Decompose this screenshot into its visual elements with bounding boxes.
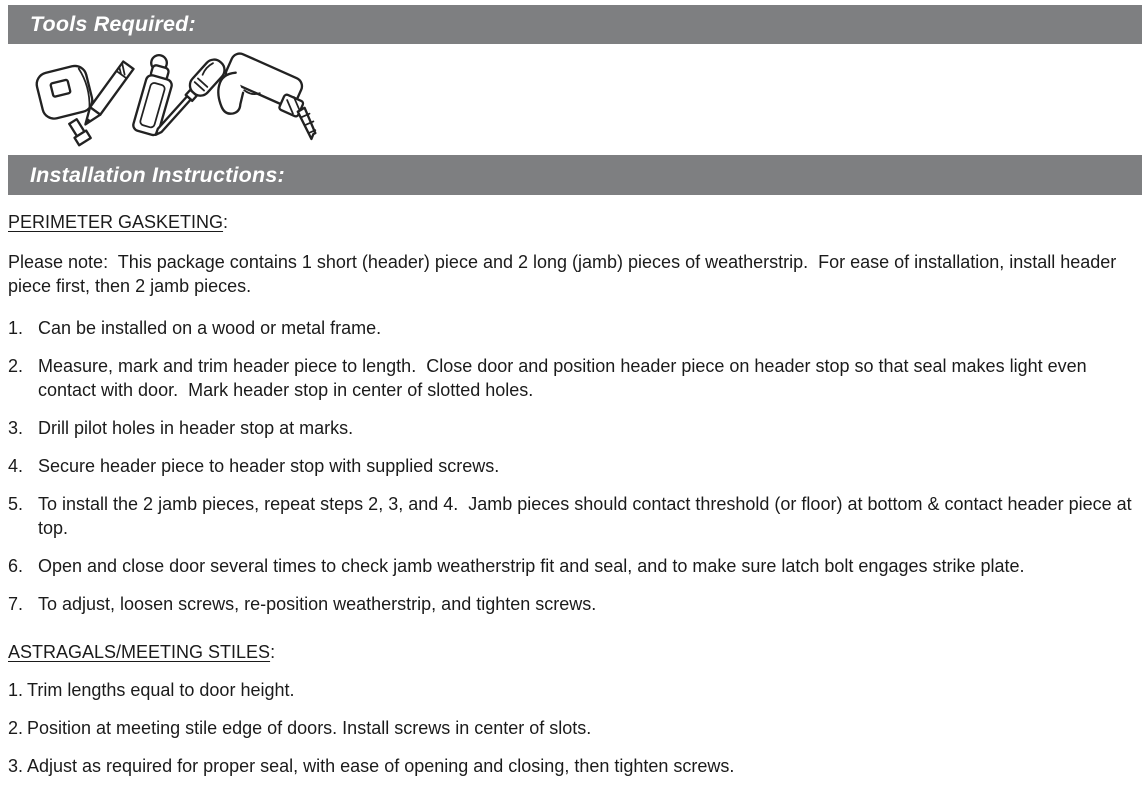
step-text: Adjust as required for proper seal, with ease of opening and closing, then tighten screws.: [27, 756, 735, 776]
step-text: Open and close door several times to check jamb weatherstrip fit and seal, and to make sure latch bolt engages strike plate.: [38, 556, 1025, 576]
astragals-step-3: [8, 754, 1133, 778]
step-text: Measure, mark and trim header piece to length. Close door and position header piece on header stop so that seal makes light even contact with door. Mark header stop in center of slotted holes.: [38, 356, 1092, 400]
step-number: 2.: [8, 718, 24, 738]
step-number: 7.: [8, 594, 24, 614]
perimeter-gasketing-heading-colon: :: [223, 212, 229, 232]
step-text: Can be installed on a wood or metal frame.: [38, 318, 382, 338]
step-number: 3.: [8, 756, 24, 776]
step-number: 2.: [8, 356, 24, 376]
perimeter-step-7: [8, 592, 1133, 616]
step-text: To adjust, loosen screws, re-position weatherstrip, and tighten screws.: [38, 594, 597, 614]
step-number: 6.: [8, 556, 24, 576]
step-number: 3.: [8, 418, 24, 438]
step-number: 4.: [8, 456, 24, 476]
tape-measure-icon: [34, 63, 94, 145]
step-text: Drill pilot holes in header stop at marks.: [38, 418, 354, 438]
package-note: Please note: This package contains 1 short (header) piece and 2 long (jamb) pieces of weatherstrip. For ease of installation, install header piece first, then 2 jamb pieces.: [8, 252, 1122, 296]
step-text: Position at meeting stile edge of doors. Install screws in center of slots.: [27, 718, 592, 738]
astragals-step-1: [8, 678, 1133, 702]
astragals-heading-text: ASTRAGALS/MEETING STILES: [8, 642, 271, 662]
perimeter-step-4: [8, 454, 1133, 478]
tools-required-title: Tools Required:: [30, 12, 196, 36]
perimeter-steps-list: [8, 316, 1137, 616]
perimeter-gasketing-heading-text: PERIMETER GASKETING: [8, 212, 224, 232]
step-text: Secure header piece to header stop with supplied screws.: [38, 456, 500, 476]
utility-knife-icon: [132, 53, 179, 136]
installation-instructions-bar: [8, 155, 1142, 195]
astragals-meeting-stiles-heading: [8, 640, 1133, 664]
step-text: To install the 2 jamb pieces, repeat steps 2, 3, and 4. Jamb pieces should contact threshold (or floor) at bottom & contact header piece at top.: [38, 494, 1137, 538]
step-number: 1.: [8, 318, 24, 338]
step-text: Trim lengths equal to door height.: [27, 680, 295, 700]
perimeter-step-2: [8, 354, 1133, 402]
step-number: 5.: [8, 494, 24, 514]
astragals-steps-list: [8, 678, 1133, 778]
perimeter-gasketing-heading: [8, 210, 1133, 234]
installation-instructions-title: Installation Instructions:: [30, 162, 285, 187]
astragals-step-2: [8, 716, 1133, 740]
perimeter-step-5: [8, 492, 1137, 540]
perimeter-step-6: [8, 554, 1133, 578]
perimeter-step-3: [8, 416, 1133, 440]
step-number: 1.: [8, 680, 24, 700]
tools-illustration-svg: [26, 50, 328, 150]
perimeter-step-1: [8, 316, 1133, 340]
document-body: [8, 200, 1137, 778]
drill-icon: [217, 51, 316, 139]
tools-required-bar: [8, 5, 1142, 44]
astragals-heading-colon: :: [270, 642, 276, 662]
tools-illustration: [26, 50, 328, 150]
